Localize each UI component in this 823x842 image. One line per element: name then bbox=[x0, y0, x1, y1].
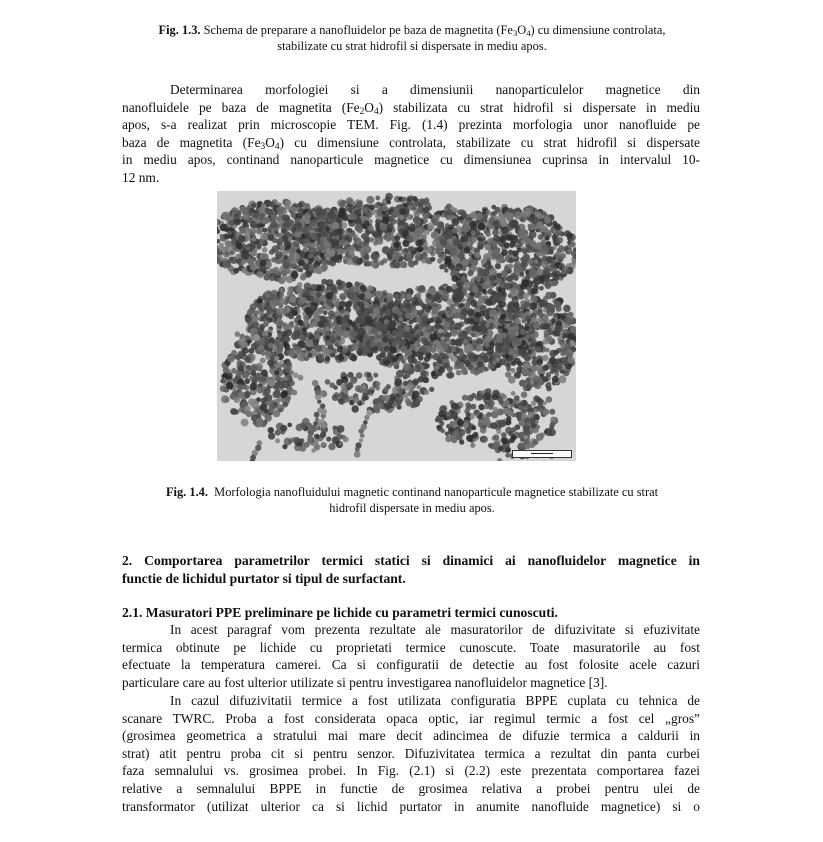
section-2-1-paragraph-1 bbox=[122, 621, 700, 691]
caption-label: Fig. 1.3. bbox=[158, 23, 201, 37]
paragraph-line: scanare TWRC. Proba a fost considerata opaca optic, iar regimul termic a fost cel „gros” bbox=[122, 710, 700, 726]
paragraph-line: efectuate la temperatura camerei. Ca si configuratii de detectie au fost folosite acele cazuri bbox=[122, 657, 700, 673]
paragraph-line: relative a semnalului BPPE in functie de grosimea relativa a probei pentru ulei de bbox=[122, 780, 700, 796]
paragraph-line: particulare care au fost ulterior utilizate si pentru investigarea nanofluidelor magnetice [3]. bbox=[122, 674, 608, 690]
paragraph-line: faza semnalului vs. grosimea probei. In Fig. (2.1) si (2.2) este prezentata comportarea fazei bbox=[122, 763, 700, 779]
caption-line-1 bbox=[120, 484, 704, 500]
paragraph-line: In cazul difuzivitatii termice a fost utilizata configuratia BPPE cuplata cu tehnica de bbox=[170, 693, 700, 708]
caption-label: Fig. 1.4. bbox=[165, 485, 208, 499]
caption-text: Schema de preparare a nanofluidelor pe baza de magnetita $(Fe_3O_4)$ cu dimensiune controlata, bbox=[203, 23, 666, 38]
paragraph-line: in mediu apos, continand nanoparticule magnetice cu dimensiunea cuprinsa in intervalul 10- bbox=[122, 152, 700, 168]
figure-1-3-caption bbox=[120, 22, 704, 54]
caption-line-2: hidrofil dispersate in mediu apos. bbox=[329, 501, 495, 515]
tem-micrograph-svg bbox=[217, 191, 576, 461]
paragraph-line: apos, s-a realizat prin microscopie TEM. Fig. (1.4) prezinta morfologia unor nanofluide pe bbox=[122, 117, 700, 133]
scale-bar bbox=[512, 450, 572, 458]
paragraph-line: strat) atit pentru proba cit si pentru senzor. Difuzivitatea termica a rezultat din panta curbei bbox=[122, 745, 700, 761]
caption-line-2: stabilizate cu strat hidrofil si dispersate in mediu apos. bbox=[277, 39, 547, 53]
paragraph-line: In acest paragraf vom prezenta rezultate ale masuratorilor de difuzivitate si efuzivitate bbox=[170, 622, 700, 637]
caption-line-1 bbox=[120, 22, 704, 38]
paragraph-line: transformator (utilizat ulterior ca si lichid purtator in anumite nanofluide magnetice) si o bbox=[122, 798, 700, 814]
heading-line: functie de lichidul purtator si tipul de surfactant. bbox=[122, 571, 406, 586]
tem-micrograph-image bbox=[217, 191, 576, 461]
section-2-1-paragraph-2 bbox=[122, 692, 700, 815]
paragraph-line: 12 nm. bbox=[122, 169, 160, 185]
section-2-heading bbox=[122, 552, 700, 588]
paragraph-tem-morphology bbox=[122, 81, 700, 187]
paragraph-line: nanofluidele pe baza de magnetita $(Fe_2O_4)$ stabilizata cu strat hidrofil si dispersate in mediu bbox=[122, 99, 700, 117]
paragraph-line: (grosimea geometrica a stratului mai mare decit adincimea de difuzie termica a caldurii in bbox=[122, 728, 700, 744]
section-2-1-heading: 2.1. Masuratori PPE preliminare pe lichide cu parametri termici cunoscuti. bbox=[122, 605, 558, 620]
paragraph-line: termica obtinute pe lichide cu proprietati termice cunoscute. Toate masuratorile au fost bbox=[122, 639, 700, 655]
paragraph-line: baza de magnetita $(Fe_3O_4)$ cu dimensiune controlata, stabilizate cu strat hidrofil si dispersate bbox=[122, 134, 700, 152]
heading-line: 2. Comportarea parametrilor termici statici si dinamici ai nanofluidelor magnetice in bbox=[122, 553, 700, 568]
figure-1-4-caption bbox=[120, 484, 704, 516]
caption-text: Morfologia nanofluidului magnetic continand nanoparticule magnetice stabilizate cu strat bbox=[214, 485, 659, 499]
paragraph-line: Determinarea morfologiei si a dimensiunii nanoparticulelor magnetice din bbox=[170, 82, 700, 97]
